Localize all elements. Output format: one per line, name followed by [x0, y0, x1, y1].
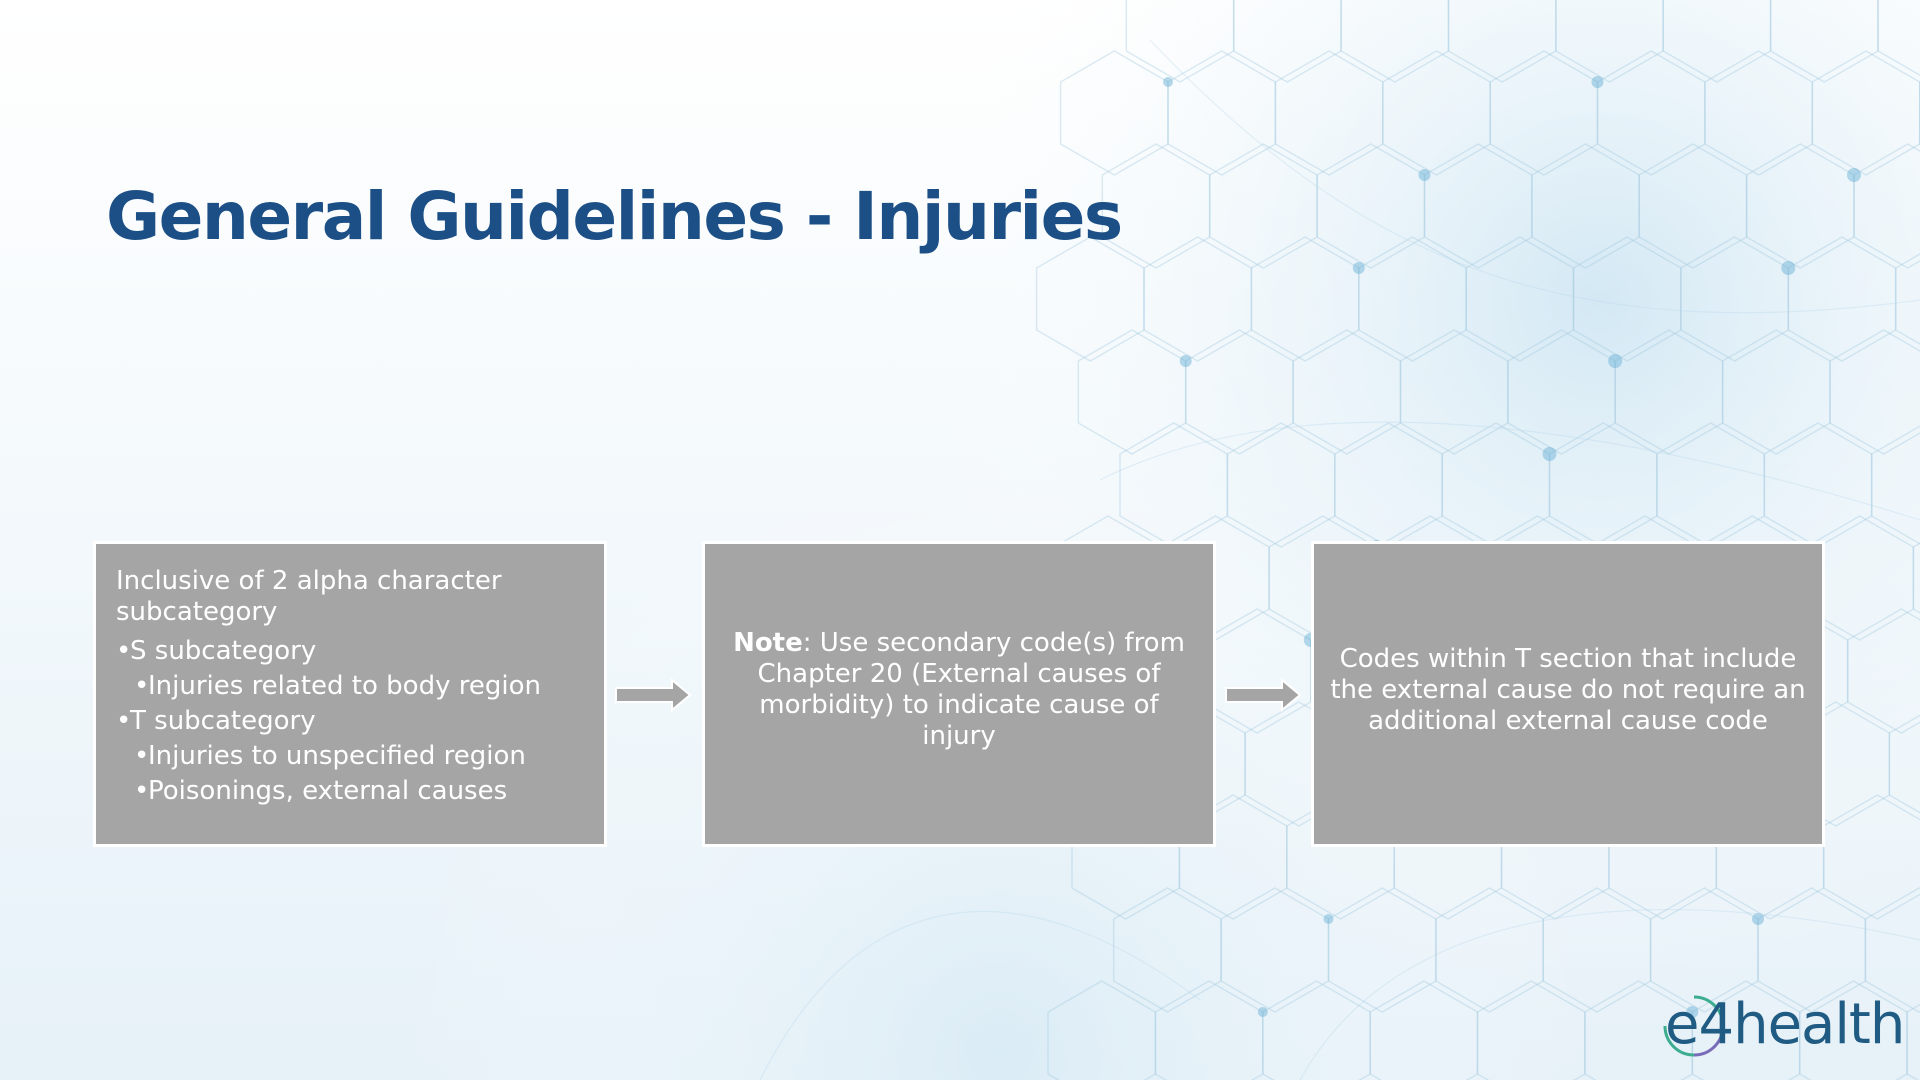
t-section-content — [1330, 544, 1806, 844]
note-label: Note — [733, 628, 803, 658]
logo-text: e4health — [1665, 992, 1905, 1057]
list-item — [116, 776, 584, 807]
list-item — [116, 671, 584, 702]
list-item — [116, 741, 584, 772]
t-section-text: Codes within T section that include the external cause do not require an additional external cause code — [1330, 643, 1806, 736]
background-node-dot — [1592, 76, 1604, 88]
bullet-glyph: • — [134, 671, 150, 701]
background-node-dot — [1419, 169, 1431, 181]
bullet-glyph: • — [134, 741, 150, 771]
flow-arrow-icon — [1224, 678, 1302, 712]
background-node-dot — [1752, 913, 1764, 925]
background-node-dot — [1324, 914, 1334, 924]
background-node-dot — [1608, 354, 1622, 368]
list-item-text: Poisonings, external causes — [148, 776, 508, 806]
t-section-box — [1311, 541, 1825, 847]
list-item-text: S subcategory — [130, 636, 317, 666]
note-box — [702, 541, 1216, 847]
subcategory-box — [93, 541, 607, 847]
background-node-dot — [1258, 1007, 1268, 1017]
e4health-logo — [1665, 985, 1905, 1065]
background-node-dot — [1781, 261, 1795, 275]
background-node-dot — [1353, 262, 1365, 274]
subcategory-lead-text: Inclusive of 2 alpha character subcategory — [116, 566, 502, 627]
list-item — [116, 706, 584, 737]
background-node-dot — [1847, 168, 1861, 182]
list-item-text: Injuries to unspecified region — [148, 741, 526, 771]
flow-arrow-icon — [614, 678, 692, 712]
background-node-dot — [1163, 77, 1173, 87]
list-item-text: T subcategory — [130, 706, 316, 736]
subcategory-list — [116, 636, 584, 807]
slide-title: General Guidelines - Injuries — [106, 178, 1122, 255]
list-item — [116, 636, 584, 667]
bullet-glyph: • — [134, 776, 150, 806]
background-node-dot — [1180, 355, 1192, 367]
list-item-text: Injuries related to body region — [148, 671, 541, 701]
background-node-dot — [1543, 447, 1557, 461]
bullet-glyph: • — [116, 636, 132, 666]
note-content — [721, 544, 1197, 844]
bullet-glyph: • — [116, 706, 132, 736]
note-text: : Use secondary code(s) from Chapter 20 (External causes of morbidity) to indicate cause of injury — [757, 628, 1185, 751]
